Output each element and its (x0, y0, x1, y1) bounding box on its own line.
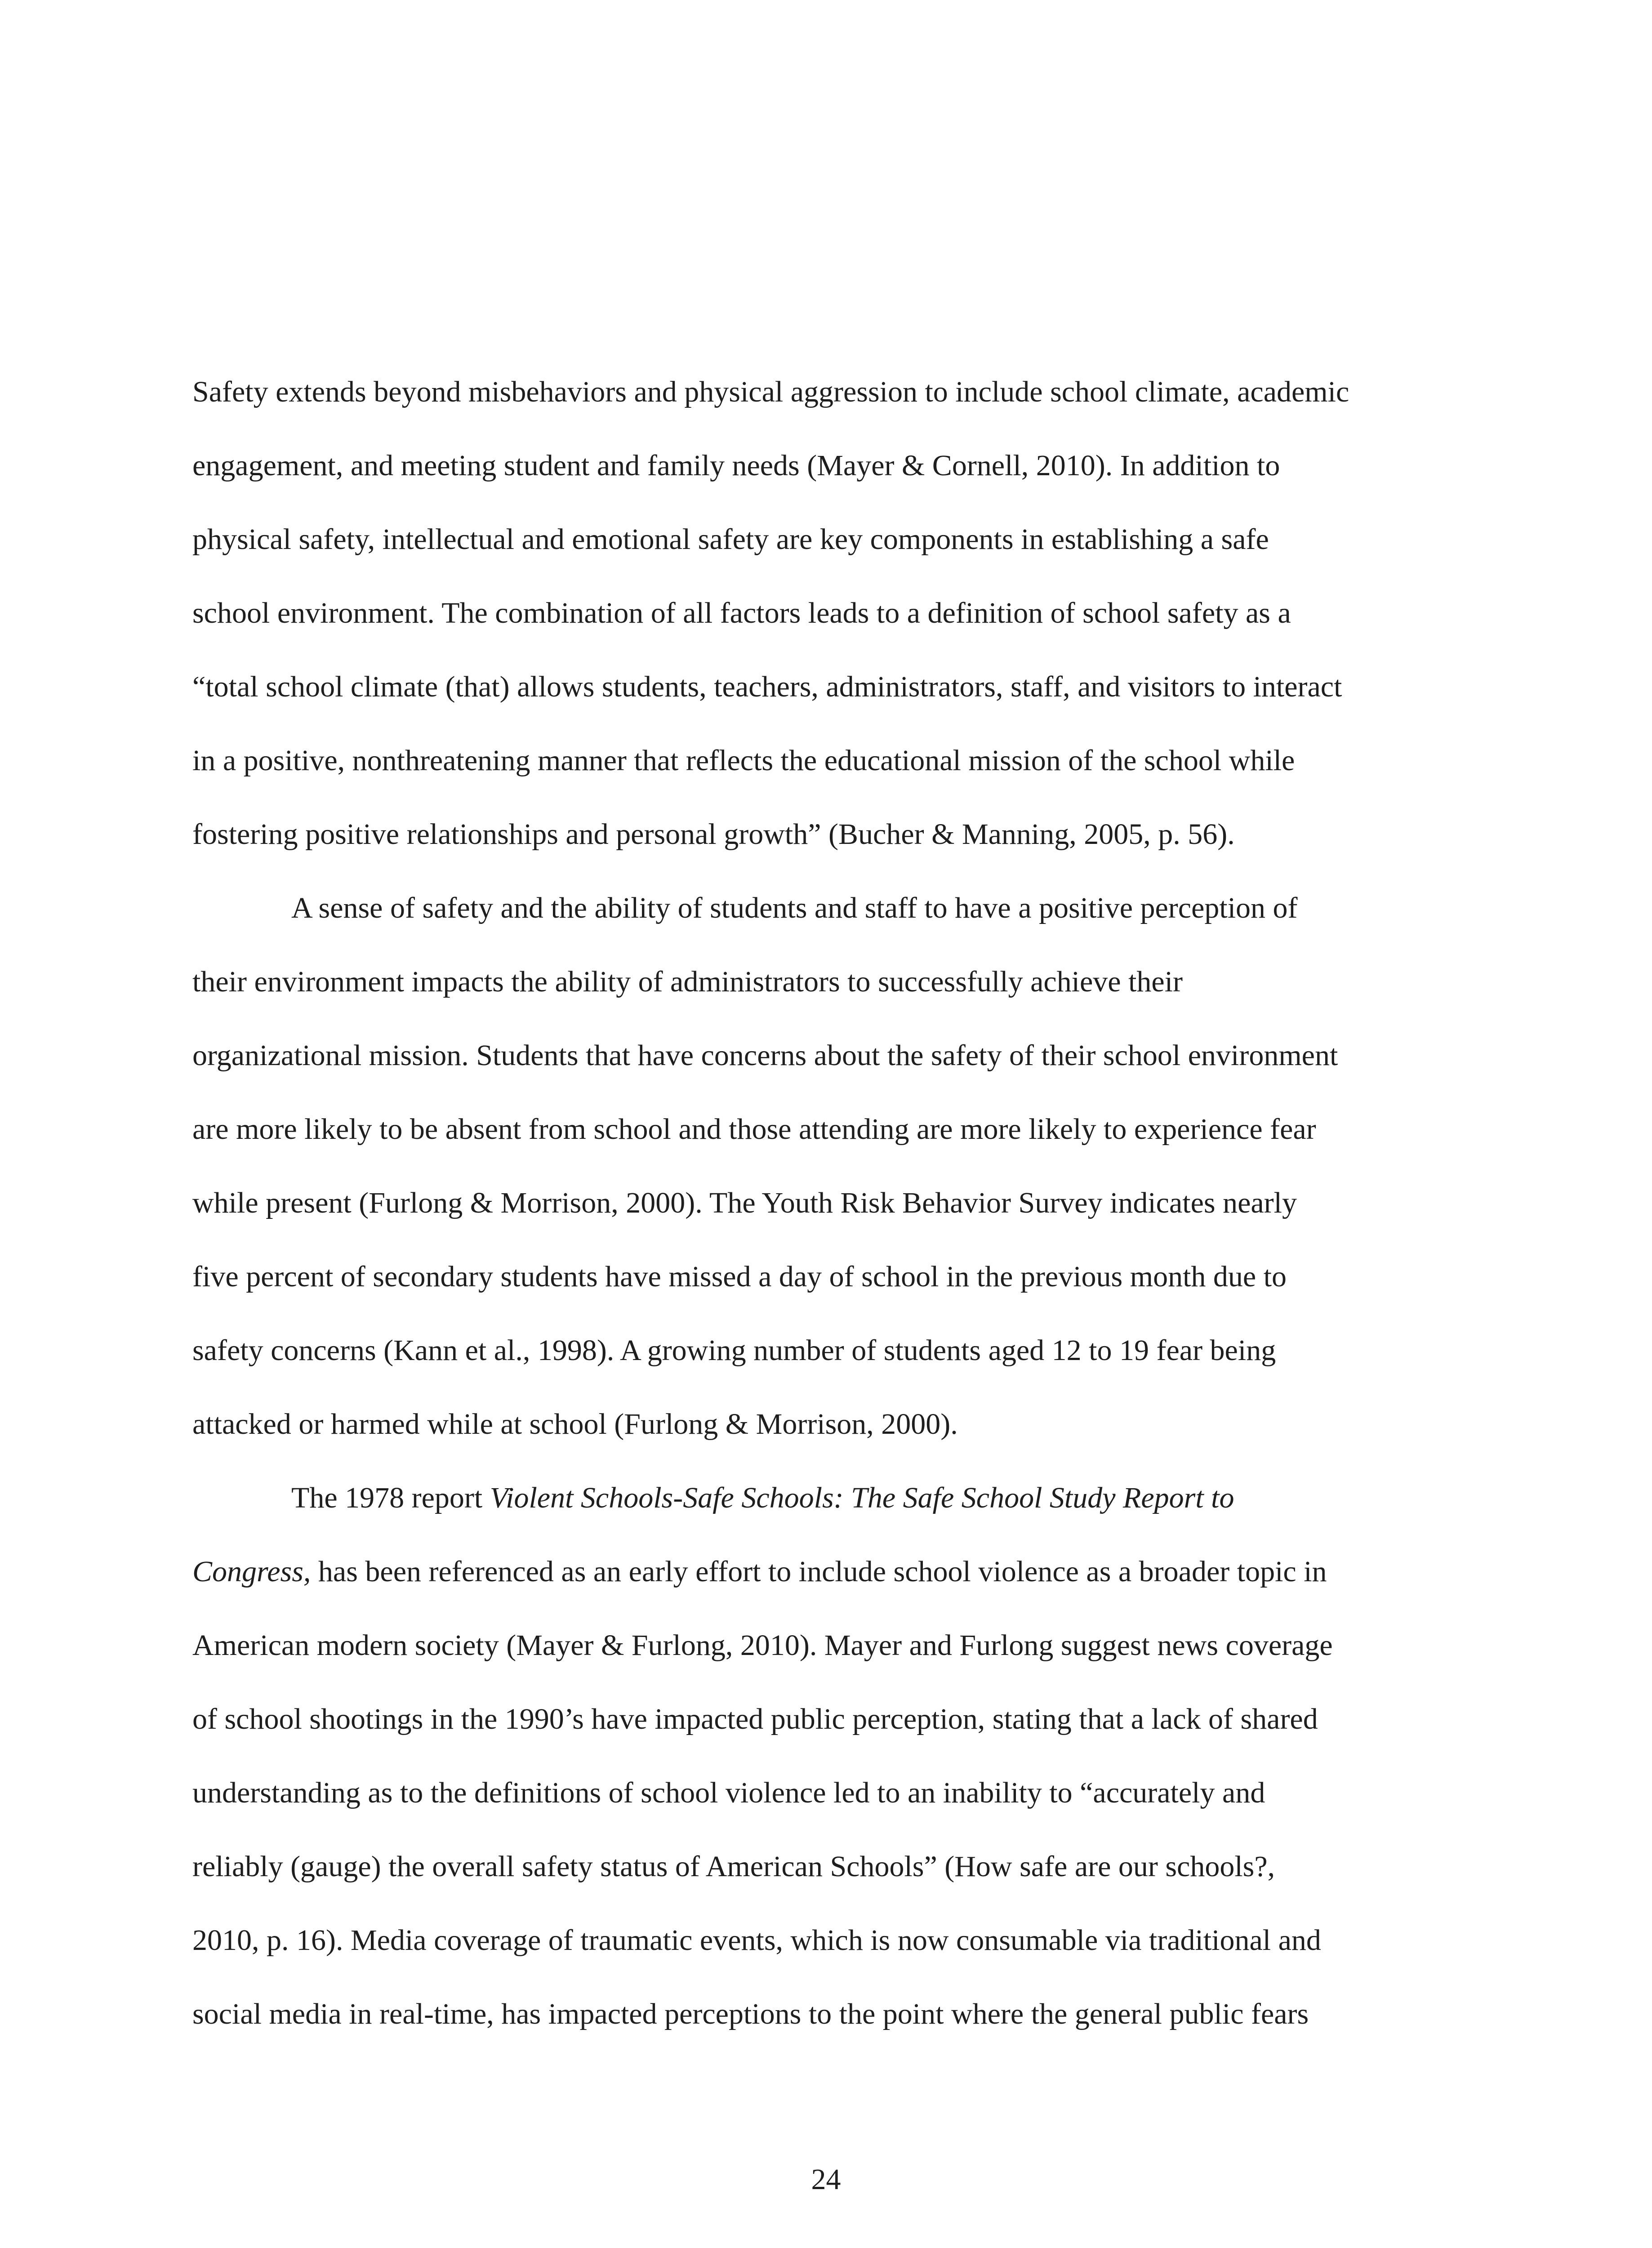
report-title-end: Congress, (192, 1555, 311, 1588)
text-line: organizational mission. Students that have concerns about the safety of their school environment (192, 1039, 1338, 1072)
line-rest: has been referenced as an early effort to include school violence as a broader topic in (311, 1555, 1327, 1588)
line-prefix: The 1978 report (291, 1481, 490, 1514)
text-line: are more likely to be absent from school and those attending are more likely to experience fear (192, 1113, 1316, 1146)
text-line: reliably (gauge) the overall safety status of American Schools” (How safe are our schools?, (192, 1850, 1275, 1883)
paragraph-start-line (192, 1461, 1451, 1535)
paragraph-start-line: A sense of safety and the ability of students and staff to have a positive perception of (291, 892, 1298, 924)
text-line: understanding as to the definitions of school violence led to an inability to “accurately and (192, 1776, 1265, 1809)
text-line: “total school climate (that) allows students, teachers, administrators, staff, and visitors to interact (192, 670, 1342, 703)
text-line: fostering positive relationships and personal growth” (Bucher & Manning, 2005, p. 56). (192, 818, 1235, 851)
text-line: engagement, and meeting student and family needs (Mayer & Cornell, 2010). In addition to (192, 449, 1280, 482)
text-line: their environment impacts the ability of administrators to successfully achieve their (192, 965, 1183, 998)
text-line: safety concerns (Kann et al., 1998). A growing number of students aged 12 to 19 fear being (192, 1334, 1276, 1367)
text-line: social media in real-time, has impacted perceptions to the point where the general public fears (192, 1998, 1309, 2030)
text-line: Safety extends beyond misbehaviors and physical aggression to include school climate, academic (192, 375, 1349, 408)
report-title: Violent Schools-Safe Schools: The Safe School Study Report to (490, 1481, 1234, 1514)
text-line: American modern society (Mayer & Furlong, 2010). Mayer and Furlong suggest news coverage (192, 1629, 1333, 1662)
text-line: five percent of secondary students have missed a day of school in the previous month due to (192, 1260, 1287, 1293)
page-number: 24 (811, 2163, 841, 2196)
text-line: physical safety, intellectual and emotional safety are key components in establishing a safe (192, 523, 1269, 556)
text-line: 2010, p. 16). Media coverage of traumatic events, which is now consumable via traditional and (192, 1924, 1321, 1957)
body-text (192, 355, 1451, 2051)
text-line: while present (Furlong & Morrison, 2000). The Youth Risk Behavior Survey indicates nearly (192, 1186, 1297, 1219)
text-line: school environment. The combination of all factors leads to a definition of school safety as a (192, 597, 1291, 629)
text-line: in a positive, nonthreatening manner that reflects the educational mission of the school while (192, 744, 1295, 777)
text-line: of school shootings in the 1990’s have impacted public perception, stating that a lack of shared (192, 1703, 1318, 1735)
text-line: attacked or harmed while at school (Furlong & Morrison, 2000). (192, 1408, 958, 1441)
text-line (192, 1535, 1451, 1609)
